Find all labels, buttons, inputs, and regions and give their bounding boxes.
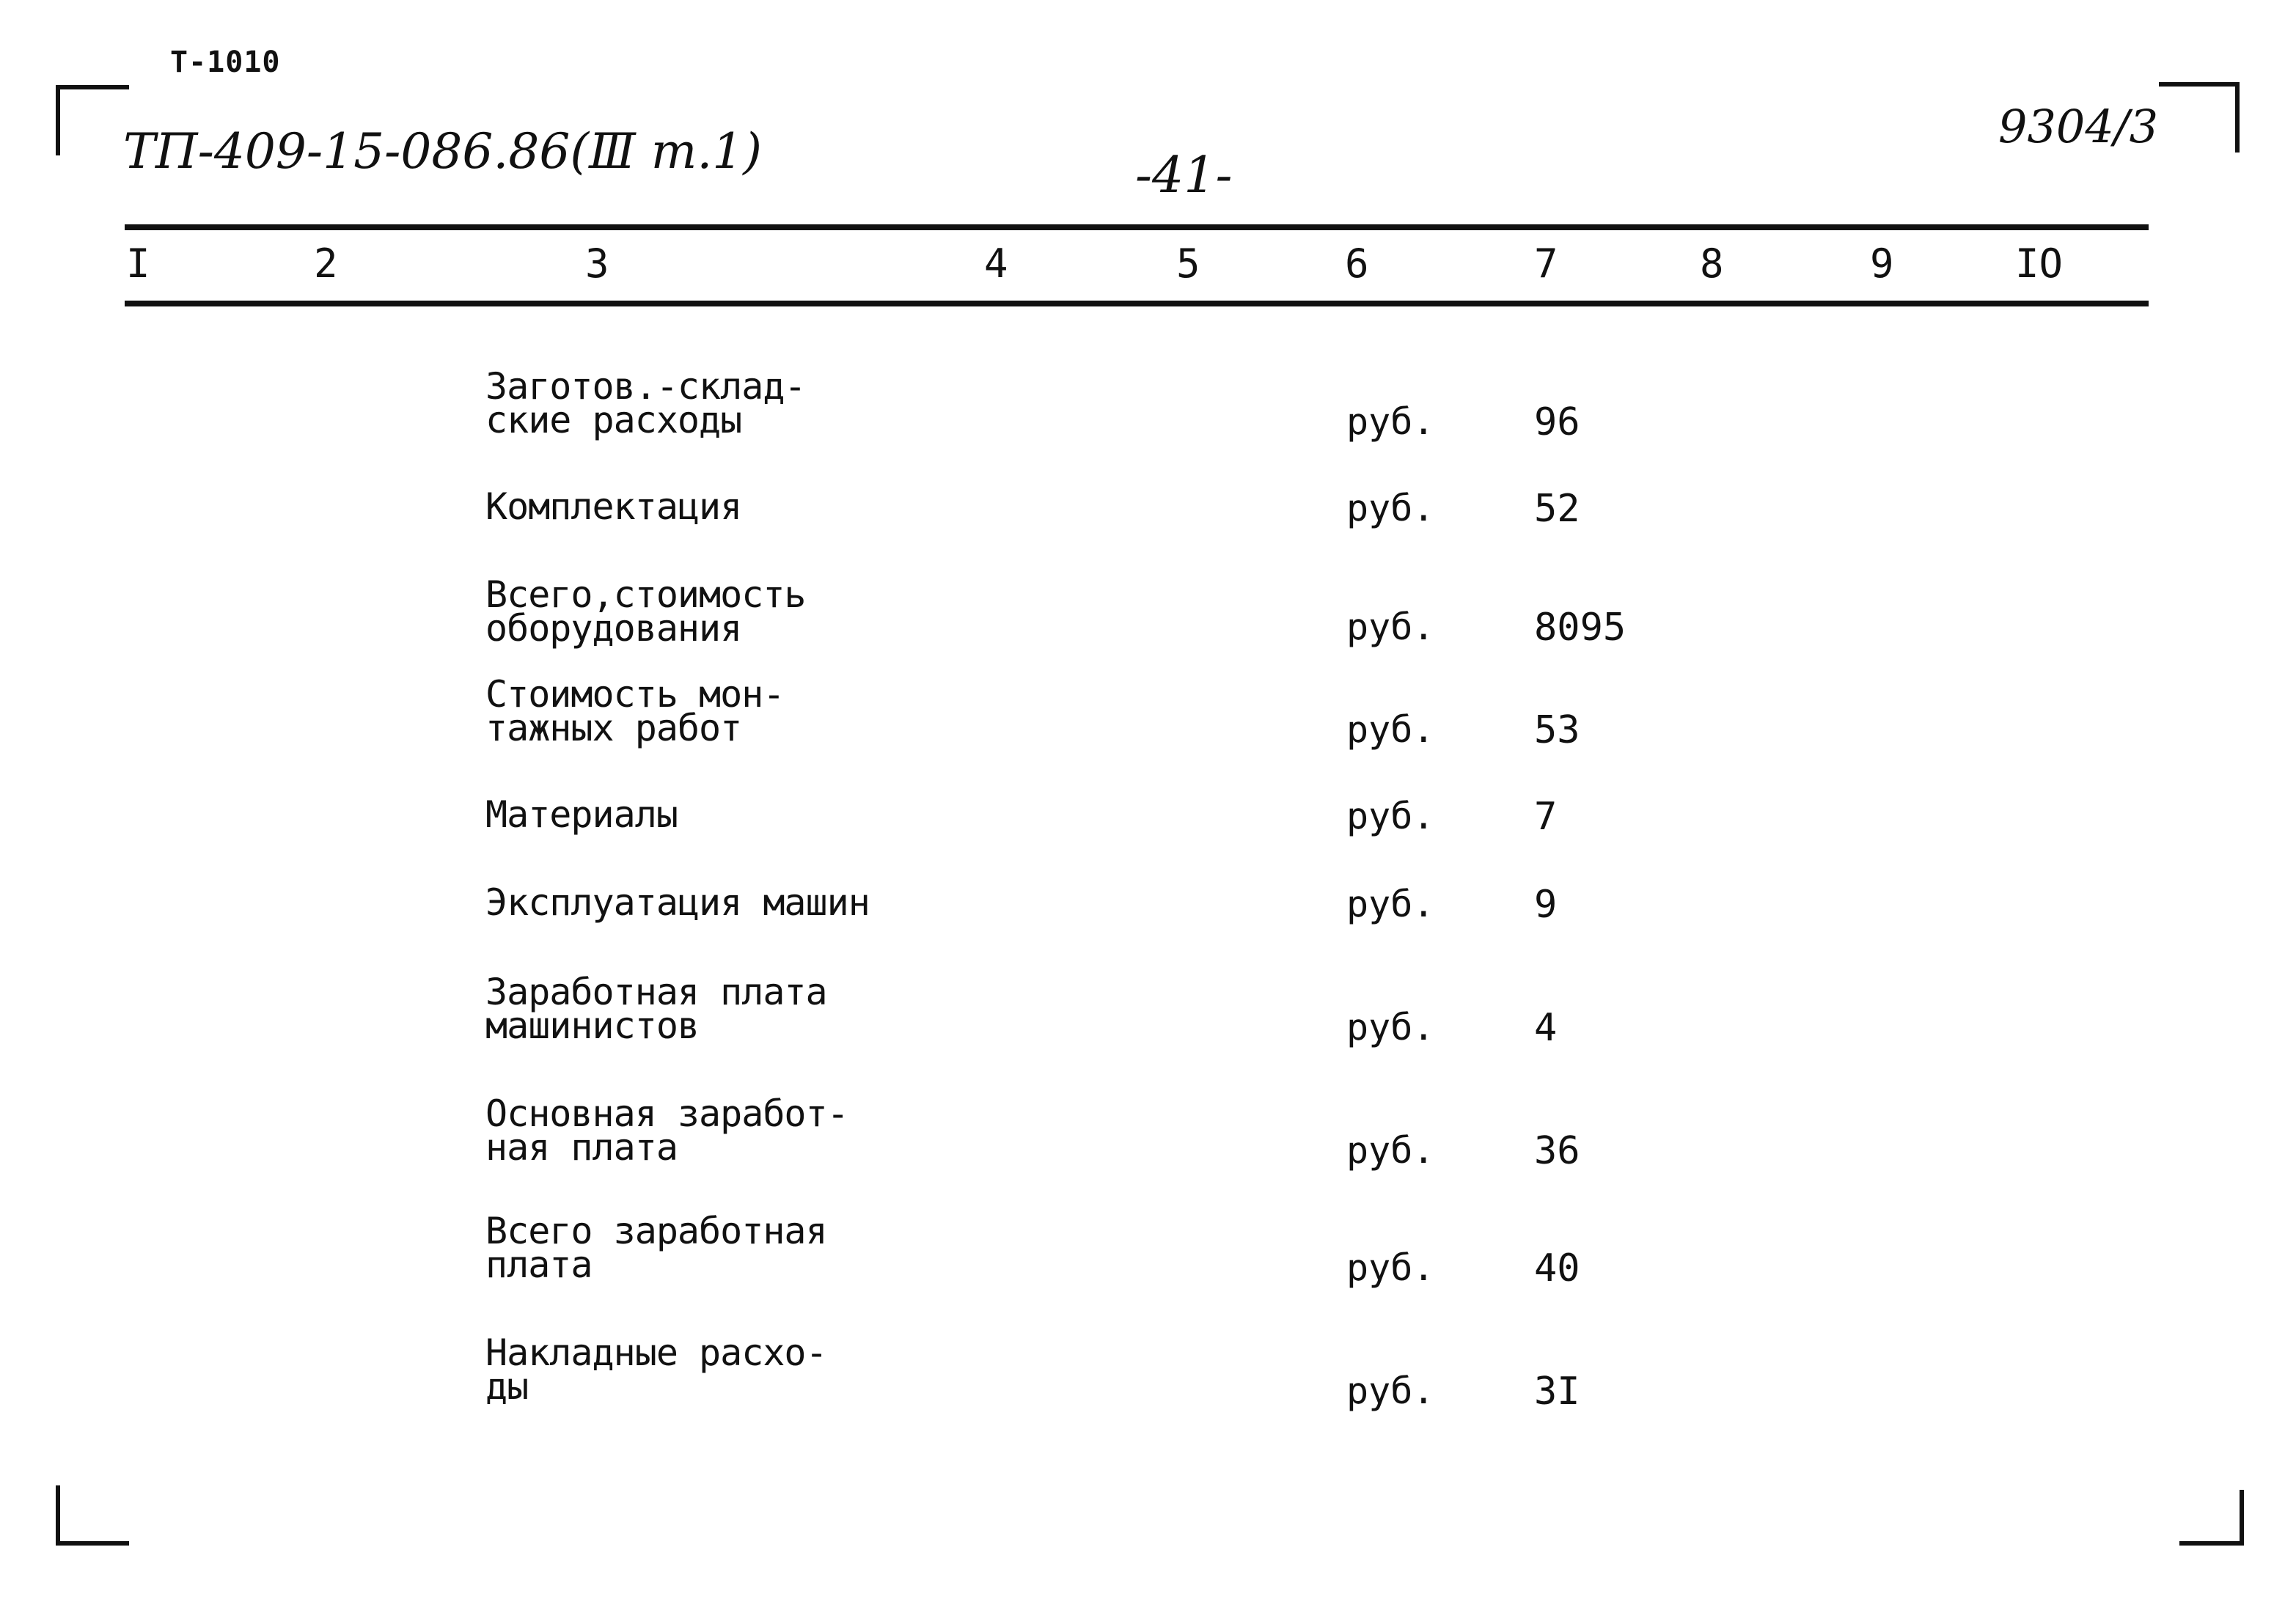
row-unit: руб.	[1346, 795, 1435, 837]
column-number: 4	[984, 240, 1008, 287]
row-value: 3I	[1534, 1370, 1580, 1414]
column-number: 2	[314, 240, 338, 287]
row-value: 53	[1534, 708, 1580, 752]
row-unit: руб.	[1346, 400, 1435, 443]
row-value: 40	[1534, 1246, 1580, 1290]
row-unit: руб.	[1346, 1129, 1435, 1172]
row-unit: руб.	[1346, 606, 1435, 648]
column-number: 8	[1700, 240, 1724, 287]
corner-top-left-v	[56, 85, 60, 155]
column-number: 6	[1345, 240, 1369, 287]
doc-code: Т-1010	[170, 45, 281, 79]
row-unit: руб.	[1346, 1246, 1435, 1289]
column-number: I	[126, 240, 150, 287]
row-unit: руб.	[1346, 883, 1435, 925]
corner-bottom-right-h	[2179, 1541, 2244, 1546]
column-number: 3	[585, 240, 609, 287]
row-value: 8095	[1534, 606, 1626, 650]
row-name: Всего,стоимость оборудования	[485, 573, 806, 650]
header-rule-bottom	[125, 301, 2149, 306]
column-number: 7	[1534, 240, 1558, 287]
row-value: 7	[1534, 795, 1558, 839]
page-number: -41-	[1135, 147, 1233, 205]
row-value: 36	[1534, 1129, 1580, 1173]
column-number: 5	[1176, 240, 1200, 287]
row-value: 96	[1534, 400, 1580, 444]
row-unit: руб.	[1346, 1370, 1435, 1412]
row-unit: руб.	[1346, 487, 1435, 529]
row-name: Комплектация	[485, 485, 742, 528]
row-name: Эксплуатация машин	[485, 881, 870, 924]
row-name: Основная заработ- ная плата	[485, 1092, 848, 1169]
column-number: 9	[1870, 240, 1894, 287]
row-name: Стоимость мон- тажных работ	[485, 673, 785, 749]
row-unit: руб.	[1346, 708, 1435, 751]
header-rule-top	[125, 224, 2149, 230]
corner-bottom-right-v	[2240, 1490, 2244, 1546]
project-number: ТП-409-15-086.86(Ⅲ т.1)	[123, 123, 763, 180]
corner-bottom-left-h	[56, 1541, 129, 1546]
column-number: IO	[2015, 240, 2064, 287]
row-value: 52	[1534, 487, 1580, 531]
corner-top-right-v	[2235, 82, 2240, 153]
archive-number: 9304/3	[1998, 100, 2159, 153]
row-value: 4	[1534, 1006, 1558, 1050]
row-value: 9	[1534, 883, 1558, 927]
corner-top-right-h	[2159, 82, 2240, 87]
row-name: Материалы	[485, 793, 678, 836]
row-name: Накладные расхо- ды	[485, 1331, 827, 1408]
row-name: Всего заработная плата	[485, 1210, 827, 1286]
row-unit: руб.	[1346, 1006, 1435, 1048]
corner-bottom-left-v	[56, 1485, 60, 1546]
corner-top-left-h	[56, 85, 129, 89]
row-name: Заготов.-склад- ские расходы	[485, 365, 806, 441]
row-name: Заработная плата машинистов	[485, 971, 827, 1047]
